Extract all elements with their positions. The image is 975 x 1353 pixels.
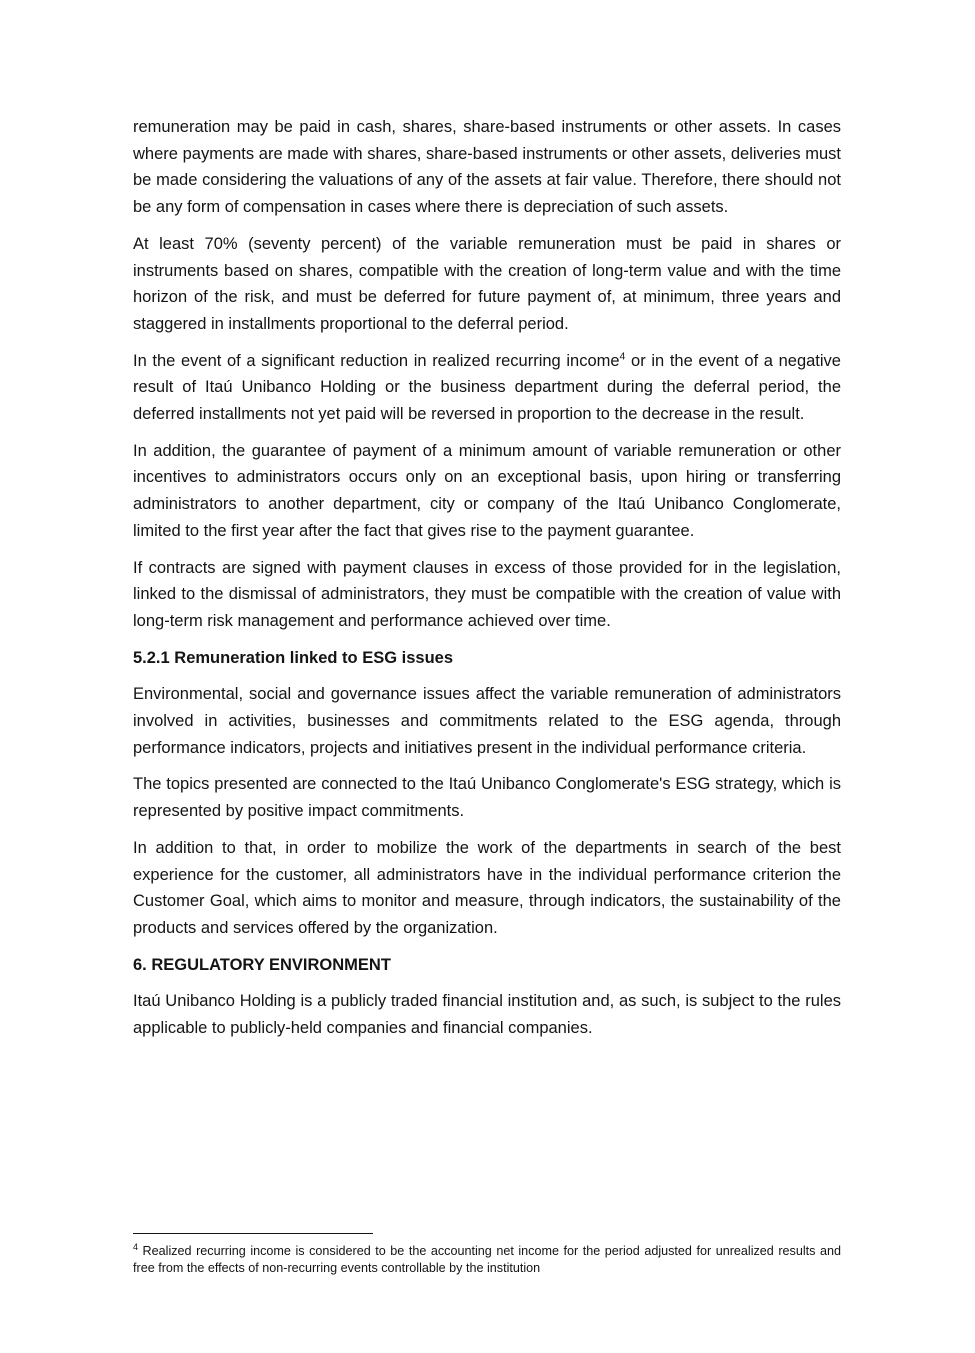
body-text [133, 114, 841, 1052]
section-heading-regulatory: 6. REGULATORY ENVIRONMENT [133, 955, 391, 974]
paragraph-contracts: If contracts are signed with payment clauses in excess of those provided for in the legislation, linked to the dismissal of administrators, they must be compatible with the creation of value with long-term risk management and performance achieved over time. [133, 558, 841, 630]
footnote-separator [133, 1233, 373, 1234]
paragraph-guarantee: In addition, the guarantee of payment of a minimum amount of variable remuneration or other incentives to administrators occurs only on an exceptional basis, upon hiring or transferring administrators to another department, city or company of the Itaú Unibanco Conglomerate, limited to the first year after the fact that gives rise to the payment guarantee. [133, 441, 841, 540]
paragraph-regulatory: Itaú Unibanco Holding is a publicly traded financial institution and, as such, is subject to the rules applicable to publicly-held companies and financial companies. [133, 992, 841, 1038]
paragraph-deferral: At least 70% (seventy percent) of the variable remuneration must be paid in shares or instruments based on shares, compatible with the creation of long-term value and with the time horizon of the risk, and must be deferred for future payment of, at minimum, three years and staggered in installments proportional to the deferral period. [133, 234, 841, 333]
footnote-reference: 4 [619, 350, 626, 363]
paragraph-reversal [133, 348, 841, 428]
paragraph-esg-strategy: The topics presented are connected to the Itaú Unibanco Conglomerate's ESG strategy, which is represented by positive impact commitments. [133, 775, 841, 821]
paragraph-reversal-text-start: In the event of a significant reduction in realized recurring income [133, 351, 620, 370]
footnote [133, 1243, 841, 1277]
section-heading-esg: 5.2.1 Remuneration linked to ESG issues [133, 648, 454, 667]
footnote-text: Realized recurring income is considered to be the accounting net income for the period adjusted for unrealized results and free from the effects of non-recurring events controllable by the institution [133, 1244, 841, 1275]
paragraph-reversal-text-end: or in the event of a negative result of Itaú Unibanco Holding or the business department during the deferral period, the deferred installments not yet paid will be reversed in proportion to the decrease in the result. [133, 351, 841, 424]
paragraph-remuneration-forms: remuneration may be paid in cash, shares, share-based instruments or other assets. In cases where payments are made with shares, share-based instruments or other assets, deliveries must be made considering the valuations of any of the assets at fair value. Therefore, there should not be any form of compensation in cases where there is depreciation of such assets. [133, 118, 841, 217]
paragraph-esg-issues: Environmental, social and governance issues affect the variable remuneration of administrators involved in activities, businesses and commitments related to the ESG agenda, through performance indicators, projects and initiatives present in the individual performance criteria. [133, 685, 841, 757]
footnote-number: 4 [133, 1241, 139, 1252]
paragraph-customer-goal: In addition to that, in order to mobilize the work of the departments in search of the best experience for the customer, all administrators have in the individual performance criterion the Customer Goal, which aims to monitor and measure, through indicators, the sustainability of the products and services offered by the organization. [133, 838, 841, 937]
